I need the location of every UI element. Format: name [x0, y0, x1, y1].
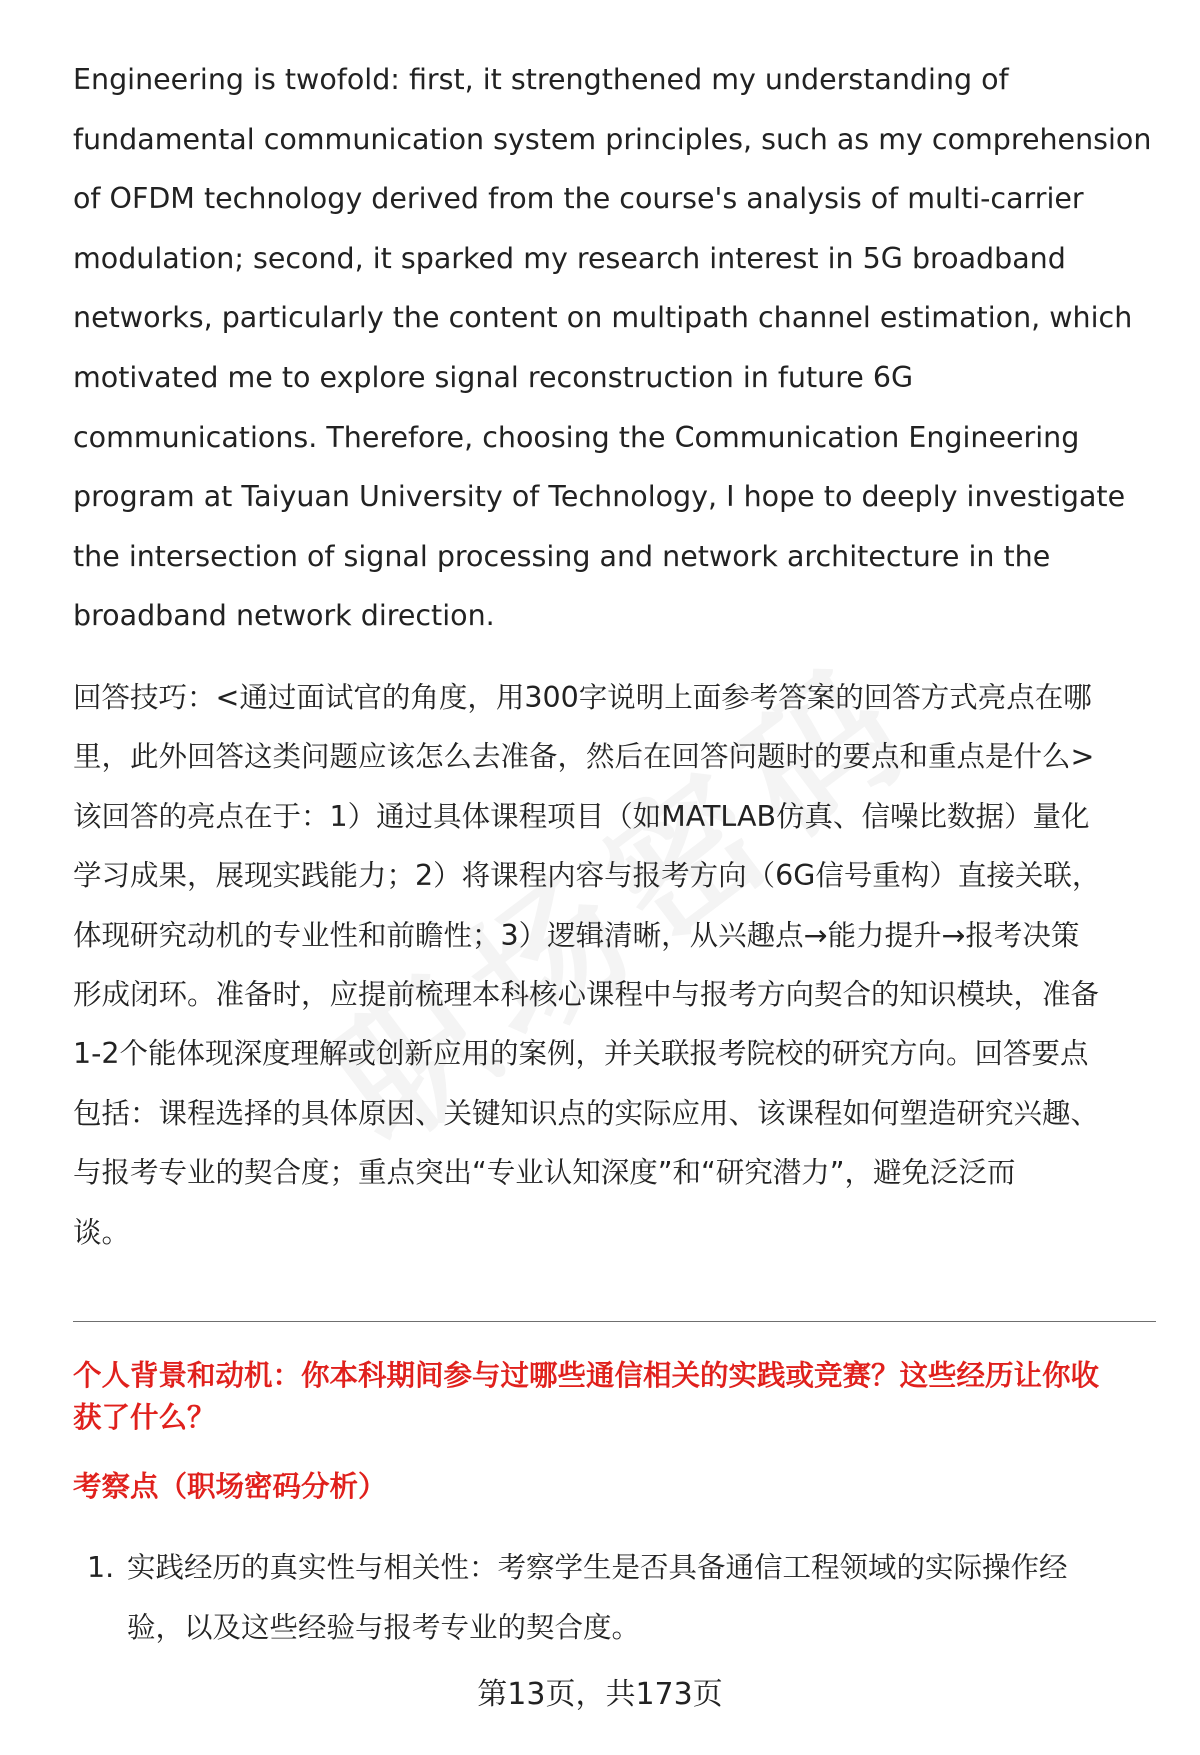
paragraph-line: 包括：课程选择的具体原因、关键知识点的实际应用、该课程如何塑造研究兴趣、 — [73, 1096, 1100, 1130]
paragraph-line: broadband network direction. — [73, 599, 495, 633]
section-title: 考察点（职场密码分析） — [73, 1470, 387, 1503]
section-divider — [73, 1321, 1156, 1322]
paragraph-line: networks, particularly the content on multipath channel estimation, which — [73, 301, 1133, 335]
paragraph-line: 谈。 — [73, 1215, 131, 1249]
paragraph-line: 该回答的亮点在于：1）通过具体课程项目（如MATLAB仿真、信噪比数据）量化 — [73, 799, 1090, 833]
numbered-list — [73, 1538, 1158, 1658]
paragraph-line: communications. Therefore, choosing the Communication Engineering — [73, 420, 1080, 454]
question-heading — [73, 1355, 1158, 1439]
paragraph-line: fundamental communication system principles, such as my comprehension — [73, 122, 1152, 156]
question-line: 获了什么？ — [73, 1401, 216, 1434]
paragraph-line: 里，此外回答这类问题应该怎么去准备，然后在回答问题时的要点和重点是什么> — [73, 740, 1095, 774]
paragraph-line: motivated me to explore signal reconstruction in future 6G — [73, 360, 914, 394]
paragraph-line: of OFDM technology derived from the course's analysis of multi-carrier — [73, 182, 1084, 216]
paragraph-line: 回答技巧：<通过面试官的角度，用300字说明上面参考答案的回答方式亮点在哪 — [73, 680, 1092, 714]
paragraph-line: 与报考专业的契合度；重点突出“专业认知深度”和“研究潜力”，避免泛泛而 — [73, 1156, 1016, 1190]
paragraph-line: program at Taiyuan University of Technology, I hope to deeply investigate — [73, 480, 1126, 514]
paragraph-line: 体现研究动机的专业性和前瞻性；3）逻辑清晰，从兴趣点→能力提升→报考决策 — [73, 918, 1080, 952]
paragraph-line: the intersection of signal processing and network architecture in the — [73, 539, 1051, 573]
question-line: 个人背景和动机：你本科期间参与过哪些通信相关的实践或竞赛？这些经历让你收 — [73, 1359, 1100, 1392]
paragraph-line: 学习成果，展现实践能力；2）将课程内容与报考方向（6G信号重构）直接关联， — [73, 859, 1101, 893]
paragraph-line: modulation; second, it sparked my research interest in 5G broadband — [73, 241, 1066, 275]
content-area — [73, 50, 1153, 1262]
list-item-number: 1. — [87, 1551, 115, 1584]
paragraph-line: 形成闭环。准备时，应提前梳理本科核心课程中与报考方向契合的知识模块，准备 — [73, 977, 1100, 1011]
list-item — [73, 1538, 1158, 1658]
english-answer-paragraph — [73, 50, 1153, 646]
paragraph-line: Engineering is twofold: first, it strengthened my understanding of — [73, 63, 1009, 96]
list-item-line: 验，以及这些经验与报考专业的契合度。 — [127, 1611, 641, 1644]
list-item-line: 实践经历的真实性与相关性：考察学生是否具备通信工程领域的实际操作经 — [127, 1551, 1068, 1584]
page-number-footer: 第13页，共173页 — [477, 1677, 723, 1712]
paragraph-line: 1-2个能体现深度理解或创新应用的案例，并关联报考院校的研究方向。回答要点 — [73, 1037, 1089, 1071]
answer-tips-paragraph — [73, 668, 1153, 1262]
